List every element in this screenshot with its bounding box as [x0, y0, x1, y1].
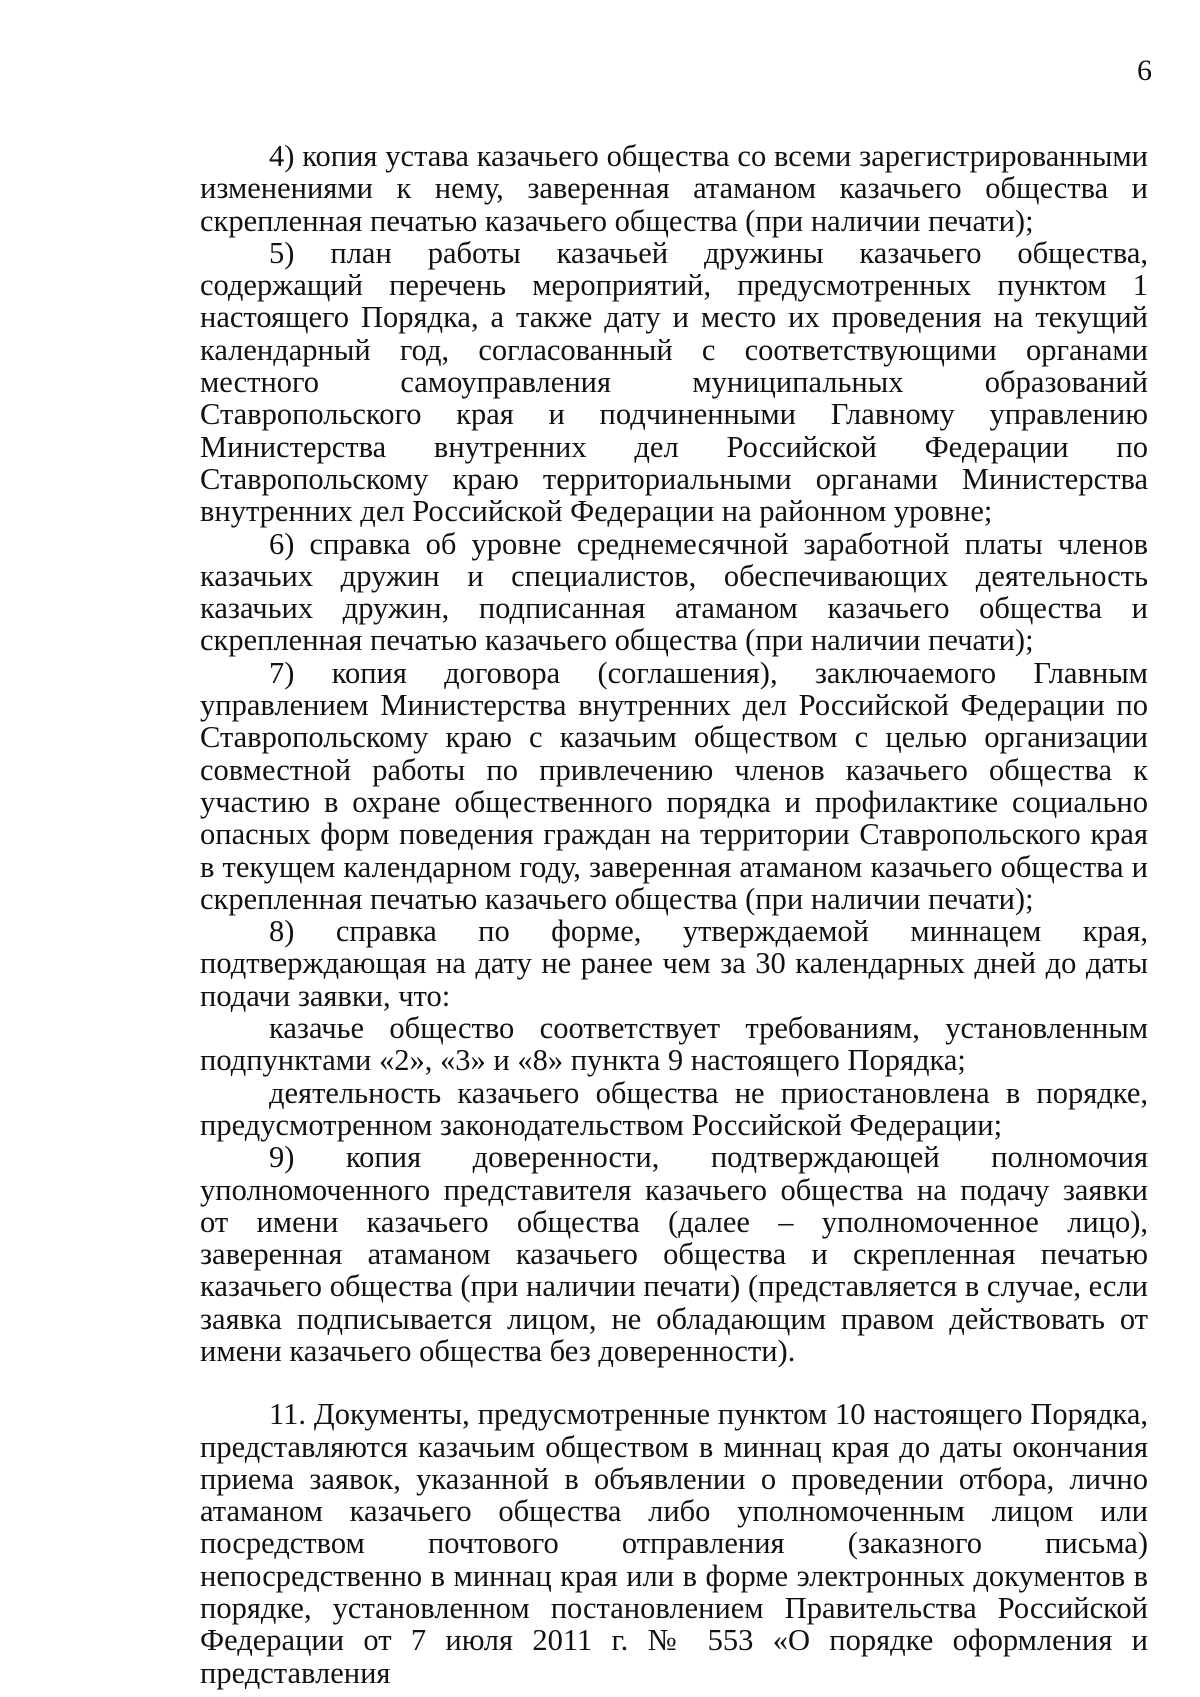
- page-number: 6: [1137, 54, 1152, 87]
- item-9-paragraph: 9) копия доверенности, подтверждающей полномочия уполномоченного представителя казачьего общества на подачу заявки от имени казачьего общества (далее – уполномоченное лицо), заверенная атаманом казачьего общества и скрепленная печатью казачьего общества (при наличии печати) (представляется в случае, если заявка подписывается лицом, не обладающим правом действовать от имени казачьего общества без доверенности).: [200, 1140, 1148, 1368]
- item-4-paragraph: 4) копия устава казачьего общества со всеми зарегистрированными изменениями к нему, заверенная атаманом казачьего общества и скрепленная печатью казачьего общества (при наличии печати);: [200, 139, 1148, 238]
- item-8-condition-2: деятельность казачьего общества не приостановлена в порядке, предусмотренном законодательством Российской Федерации;: [200, 1075, 1148, 1142]
- document-body: [200, 140, 1148, 1689]
- section-11-paragraph: 11. Документы, предусмотренные пунктом 10 настоящего Порядка, представляются казачьим обществом в миннац края до даты окончания приема заявок, указанной в объявлении о проведении отбора, лично атаманом казачьего общества либо уполномоченным лицом или посредством почтового отправления (заказного письма) непосредственно в миннац края или в форме электронных документов в порядке, установленном постановлением Правительства Российской Федерации от 7 июля 2011 г. № 553 «О порядке оформления и представления: [200, 1397, 1148, 1690]
- item-8-paragraph: 8) справка по форме, утверждаемой миннацем края, подтверждающая на дату не ранее чем за 30 календарных дней до даты подачи заявки, что:: [200, 914, 1148, 1013]
- item-8-condition-1: казачье общество соответствует требованиям, установленным подпунктами «2», «3» и «8» пункта 9 настоящего Порядка;: [200, 1011, 1148, 1078]
- item-6-paragraph: 6) справка об уровне среднемесячной заработной платы членов казачьих дружин и специалистов, обеспечивающих деятельность казачьих дружин, подписанная атаманом казачьего общества и скрепленная печатью казачьего общества (при наличии печати);: [200, 526, 1148, 658]
- item-5-paragraph: 5) план работы казачьей дружины казачьего общества, содержащий перечень мероприятий, предусмотренных пунктом 1 настоящего Порядка, а также дату и место их проведения на текущий календарный год, согласованный с соответствующими органами местного самоуправления муниципальных образований Ставропольского края и подчиненными Главному управлению Министерства внутренних дел Российской Федерации по Ставропольскому краю территориальными органами Министерства внутренних дел Российской Федерации на районном уровне;: [200, 235, 1148, 529]
- item-7-paragraph: 7) копия договора (соглашения), заключаемого Главным управлением Министерства внутренних дел Российской Федерации по Ставропольскому краю с казачьим обществом с целью организации совместной работы по привлечению членов казачьего общества к участию в охране общественного порядка и профилактике социально опасных форм поведения граждан на территории Ставропольского края в текущем календарном году, заверенная атаманом казачьего общества и скрепленная печатью казачьего общества (при наличии печати);: [200, 655, 1148, 916]
